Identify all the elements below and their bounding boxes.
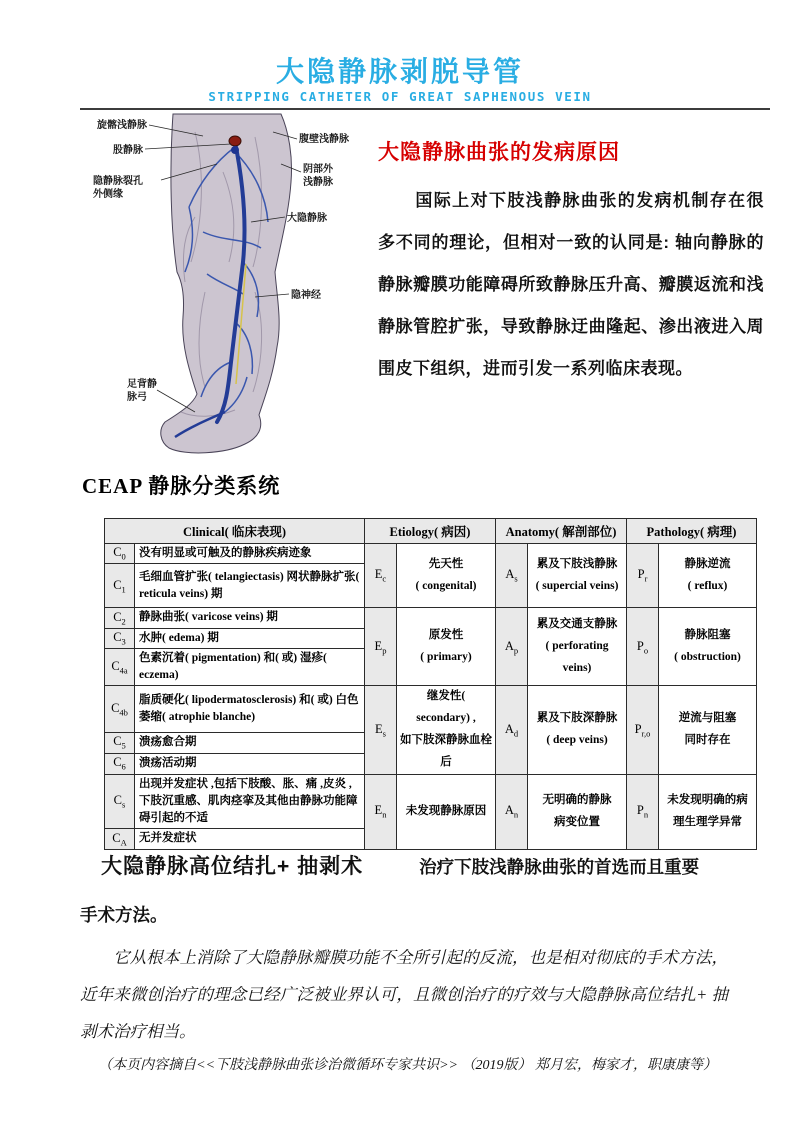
desc-c4a: 色素沉着( pigmentation) 和( 或) 湿疹( eczema)	[135, 648, 365, 686]
code-c1: $C_1$	[105, 564, 135, 608]
desc-c1: 毛细血管扩张( telangiectasis) 网状静脉扩张( reticula veins) 期	[135, 564, 365, 608]
ceap-classification-table	[104, 518, 757, 850]
code-ad: $A_d$	[496, 686, 528, 774]
label-saphenous-nerve: 隐神经	[291, 290, 321, 301]
desc-en: 未发现静脉原因	[397, 774, 496, 849]
desc-ca: 无并发症状	[135, 829, 365, 849]
desc-c2: 静脉曲张( varicose veins) 期	[135, 608, 365, 628]
code-es: $E_s$	[365, 686, 397, 774]
col-header-clinical: Clinical( 临床表现)	[105, 519, 365, 544]
desc-c6: 溃疡活动期	[135, 753, 365, 774]
label-great-saphenous-vein: 大隐静脉	[287, 213, 327, 224]
label-dorsal-venous-arch-line2: 脉弓	[127, 392, 147, 403]
code-ep: $E_p$	[365, 608, 397, 686]
femoral-artery-dot	[229, 136, 241, 146]
pathogenesis-section	[378, 136, 764, 390]
desc-ap: 累及交通支静脉 ( perforating veins)	[528, 608, 627, 686]
col-header-anatomy: Anatomy( 解剖部位)	[496, 519, 627, 544]
ceap-row-cs	[105, 774, 757, 829]
page-title: 大隐静脉剥脱导管	[275, 56, 524, 87]
label-dorsal-venous-arch-line1: 足背静	[127, 379, 157, 390]
desc-cs: 出现并发症状 ,包括下肢酸、胀、痛 ,皮炎 ,下肢沉重感、肌肉痉挛及其他由静脉功能障碍引起的不适	[135, 774, 365, 829]
leg-anatomy-illustration	[85, 112, 377, 462]
col-header-pathology: Pathology( 病理)	[627, 519, 757, 544]
desc-as: 累及下肢浅静脉 ( supercial veins)	[528, 544, 627, 608]
code-pro: $P_{r,o}$	[627, 686, 659, 774]
desc-po: 静脉阻塞 ( obstruction)	[659, 608, 757, 686]
code-c0: $C_0$	[105, 544, 135, 564]
ceap-row-c0	[105, 544, 757, 564]
code-as: $A_s$	[496, 544, 528, 608]
code-pr: $P_r$	[627, 544, 659, 608]
desc-c3: 水肿( edema) 期	[135, 628, 365, 648]
desc-ec: 先天性 ( congenital)	[397, 544, 496, 608]
ceap-row-c2	[105, 608, 757, 628]
label-superficial-epigastric-vein: 腹壁浅静脉	[299, 134, 349, 145]
desc-an: 无明确的静脉 病变位置	[528, 774, 627, 849]
code-ca: $C_A$	[105, 829, 135, 849]
code-c5: $C_5$	[105, 732, 135, 753]
surgery-section	[80, 843, 728, 1074]
page-subtitle: STRIPPING CATHETER OF GREAT SAPHENOUS VEIN	[208, 89, 592, 104]
code-c4a: $C_{4a}$	[105, 648, 135, 686]
desc-pro: 逆流与阻塞 同时存在	[659, 686, 757, 774]
label-external-pudendal-vein-line2: 浅静脉	[303, 177, 333, 188]
desc-pr: 静脉逆流 ( reflux)	[659, 544, 757, 608]
code-c6: $C_6$	[105, 753, 135, 774]
saphenofemoral-junction-dot	[231, 146, 239, 154]
surgery-heading-bold: 大隐静脉高位结扎+ 抽剥术	[101, 855, 364, 878]
label-saphenous-opening-line1: 隐静脉裂孔	[93, 176, 143, 187]
ceap-section-heading: CEAP 静脉分类系统	[82, 474, 281, 498]
code-pn: $P_n$	[627, 774, 659, 849]
pathogenesis-body: 国际上对下肢浅静脉曲张的发病机制存在很多不同的理论，但相对一致的认同是: 轴向静脉的静脉瓣膜功能障碍所致静脉压升高、瓣膜返流和浅静脉管腔扩张，导致静脉迂曲隆起、渗出液进入周围皮下组织，进而引发一系列临床表现。	[378, 191, 764, 378]
label-saphenous-opening-line2: 外侧缘	[93, 189, 123, 200]
label-external-pudendal-vein-line1: 阴部外	[303, 164, 333, 175]
desc-pn: 未发现明确的病 理生理学异常	[659, 774, 757, 849]
desc-es: 继发性( secondary) , 如下肢深静脉血栓后	[397, 686, 496, 774]
surgery-heading-rest2: 手术方法。	[80, 905, 168, 925]
code-ec: $E_c$	[365, 544, 397, 608]
pathogenesis-heading: 大隐静脉曲张的发病原因	[378, 141, 620, 164]
code-en: $E_n$	[365, 774, 397, 849]
desc-ep: 原发性 ( primary)	[397, 608, 496, 686]
label-superficial-circumflex-iliac-vein: 旋髂浅静脉	[97, 120, 147, 131]
desc-ad: 累及下肢深静脉 ( deep veins)	[528, 686, 627, 774]
code-c3: $C_3$	[105, 628, 135, 648]
col-header-etiology: Etiology( 病因)	[365, 519, 496, 544]
ceap-header-row	[105, 519, 757, 544]
code-c4b: $C_{4b}$	[105, 686, 135, 733]
surgery-heading	[80, 843, 728, 939]
desc-c0: 没有明显或可触及的静脉疾病迹象	[135, 544, 365, 564]
code-po: $P_o$	[627, 608, 659, 686]
label-femoral-vein: 股静脉	[113, 145, 143, 156]
surgery-heading-rest1: 治疗下肢浅静脉曲张的首选而且重要	[419, 857, 700, 877]
leg-anatomy-figure	[85, 112, 377, 462]
code-ap: $A_p$	[496, 608, 528, 686]
code-cs: $C_s$	[105, 774, 135, 829]
code-an: $A_n$	[496, 774, 528, 849]
surgery-body: 它从根本上消除了大隐静脉瓣膜功能不全所引起的反流，也是相对彻底的手术方法，近年来微创治疗的理念已经广泛被业界认可，且微创治疗的疗效与大隐静脉高位结扎+ 抽剥术治疗相当。	[80, 948, 728, 1041]
code-c2: $C_2$	[105, 608, 135, 628]
header-divider	[80, 108, 770, 110]
desc-c5: 溃疡愈合期	[135, 732, 365, 753]
ceap-row-c4b	[105, 686, 757, 733]
surgery-citation: （本页内容摘自<<下肢浅静脉曲张诊治微循环专家共识>> （2019版） 郑月宏，梅家才，职康康等）	[98, 1058, 717, 1073]
desc-c4b: 脂质硬化( lipodermatosclerosis) 和( 或) 白色萎缩( atrophie blanche)	[135, 686, 365, 733]
